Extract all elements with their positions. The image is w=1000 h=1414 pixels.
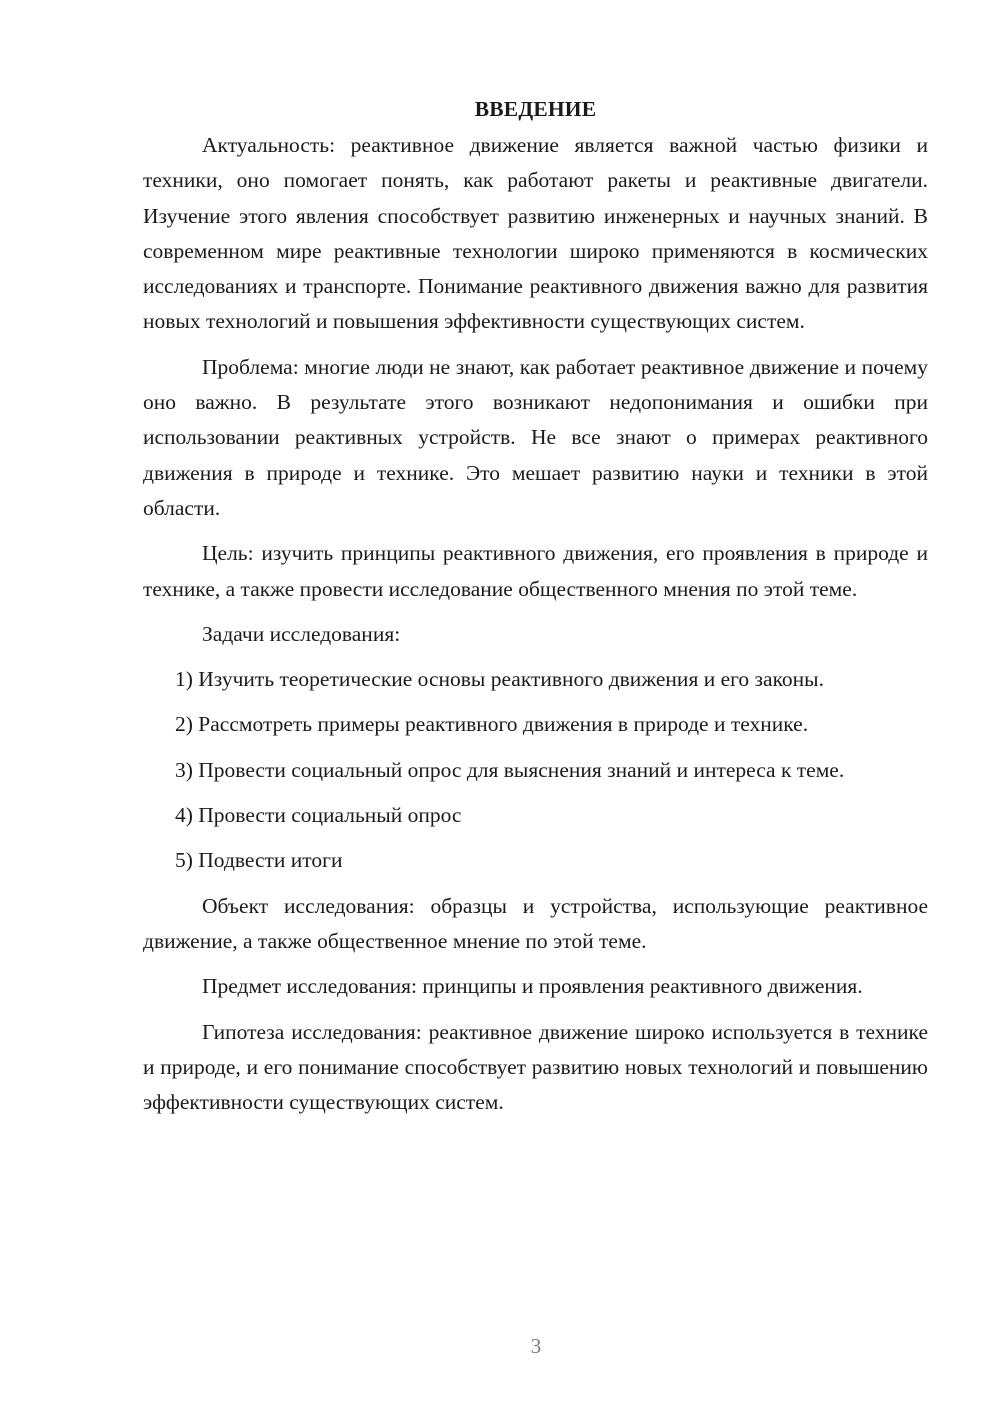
paragraph-goal: Цель: изучить принципы реактивного движения, его проявления в природе и технике, а также провести исследование общественного мнения по этой теме. bbox=[143, 541, 928, 601]
page-number: 3 bbox=[530, 1334, 542, 1358]
paragraph-problem: Проблема: многие люди не знают, как работает реактивное движение и почему оно важно. В результате этого возникают недопонимания и ошибки при использовании реактивных устройств. Не все знают о примерах реактивного движения в природе и технике. Это мешает развитию науки и техники в этой области. bbox=[143, 354, 928, 520]
page-title: ВВЕДЕНИЕ bbox=[474, 97, 597, 121]
paragraph-hypothesis: Гипотеза исследования: реактивное движение широко используется в технике и природе, и его понимание способствует развитию новых технологий и повышению эффективности существующих систем. bbox=[143, 1019, 928, 1115]
paragraph-subject: Предмет исследования: принципы и проявления реактивного движения. bbox=[202, 974, 863, 999]
paragraph-relevance: Актуальность: реактивное движение является важной частью физики и техники, оно помогает понять, как работают ракеты и реактивные двигатели. Изучение этого явления способствует развитию инженерных и научных знаний. В современном мире реактивные технологии широко применяются в космических исследованиях и транспорте. Понимание реактивного движения важно для развития новых технологий и повышения эффективности существующих систем. bbox=[143, 133, 928, 334]
paragraph-object: Объект исследования: образцы и устройства, использующие реактивное движение, а также общественное мнение по этой теме. bbox=[143, 893, 928, 953]
task-item: 4) Провести социальный опрос bbox=[175, 803, 462, 828]
task-item: 2) Рассмотреть примеры реактивного движения в природе и технике. bbox=[175, 712, 809, 737]
task-item: 3) Провести социальный опрос для выяснения знаний и интереса к теме. bbox=[175, 757, 845, 782]
task-item: 5) Подвести итоги bbox=[175, 848, 343, 873]
paragraph-tasks-title: Задачи исследования: bbox=[202, 621, 401, 646]
document-page bbox=[143, 92, 928, 1130]
task-item: 1) Изучить теоретические основы реактивного движения и его законы. bbox=[175, 667, 824, 692]
